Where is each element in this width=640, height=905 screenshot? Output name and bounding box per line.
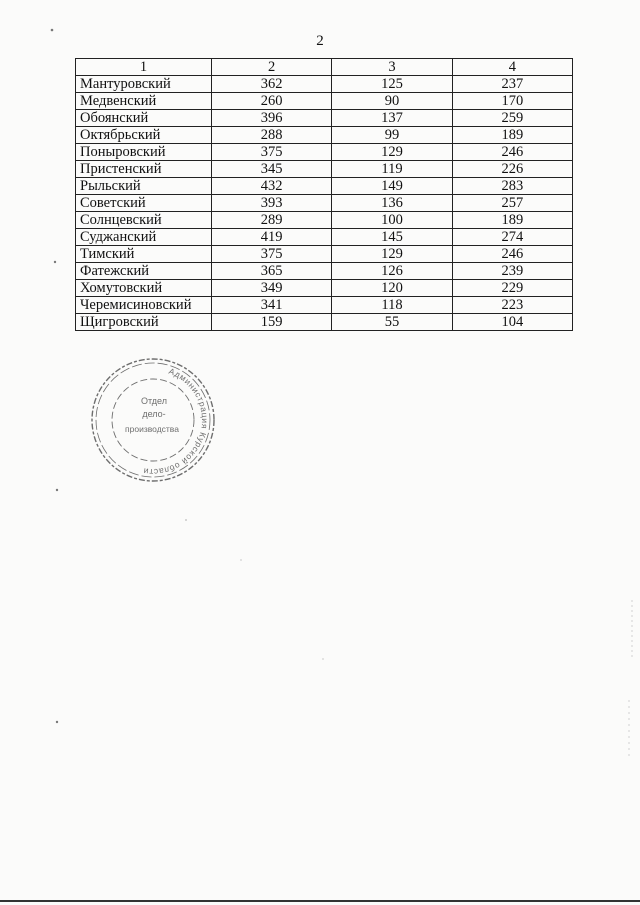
stamp-line-1: Отдел bbox=[140, 396, 168, 406]
value-cell: 129 bbox=[332, 246, 452, 263]
district-name-cell: Фатежский bbox=[76, 263, 212, 280]
page-number: 2 bbox=[316, 33, 324, 49]
value-cell: 55 bbox=[332, 314, 452, 331]
district-name-cell: Солнцевский bbox=[76, 212, 212, 229]
table-row bbox=[76, 263, 573, 280]
district-name-cell: Хомутовский bbox=[76, 280, 212, 297]
table-row bbox=[76, 93, 573, 110]
table-header-row bbox=[76, 59, 573, 76]
value-cell: 283 bbox=[452, 178, 572, 195]
value-cell: 136 bbox=[332, 195, 452, 212]
value-cell: 365 bbox=[212, 263, 332, 280]
district-name-cell: Черемисиновский bbox=[76, 297, 212, 314]
district-name-cell: Обоянский bbox=[76, 110, 212, 127]
value-cell: 229 bbox=[452, 280, 572, 297]
value-cell: 345 bbox=[212, 161, 332, 178]
value-cell: 126 bbox=[332, 263, 452, 280]
table-row bbox=[76, 144, 573, 161]
value-cell: 145 bbox=[332, 229, 452, 246]
value-cell: 100 bbox=[332, 212, 452, 229]
district-name-cell: Щигровский bbox=[76, 314, 212, 331]
value-cell: 119 bbox=[332, 161, 452, 178]
district-name-cell: Советский bbox=[76, 195, 212, 212]
table-row bbox=[76, 314, 573, 331]
value-cell: 375 bbox=[212, 246, 332, 263]
office-stamp bbox=[88, 355, 218, 485]
value-cell: 396 bbox=[212, 110, 332, 127]
value-cell: 189 bbox=[452, 127, 572, 144]
value-cell: 239 bbox=[452, 263, 572, 280]
value-cell: 125 bbox=[332, 76, 452, 93]
district-name-cell: Медвенский bbox=[76, 93, 212, 110]
table-row bbox=[76, 297, 573, 314]
district-name-cell: Тимский bbox=[76, 246, 212, 263]
value-cell: 149 bbox=[332, 178, 452, 195]
header-cell: 3 bbox=[332, 59, 452, 76]
value-cell: 362 bbox=[212, 76, 332, 93]
stamp-line-2: дело- bbox=[142, 409, 166, 419]
table-row bbox=[76, 127, 573, 144]
value-cell: 289 bbox=[212, 212, 332, 229]
value-cell: 170 bbox=[452, 93, 572, 110]
table-row bbox=[76, 246, 573, 263]
value-cell: 341 bbox=[212, 297, 332, 314]
value-cell: 120 bbox=[332, 280, 452, 297]
value-cell: 159 bbox=[212, 314, 332, 331]
header-cell: 2 bbox=[212, 59, 332, 76]
table-row bbox=[76, 161, 573, 178]
value-cell: 259 bbox=[452, 110, 572, 127]
district-name-cell: Октябрьский bbox=[76, 127, 212, 144]
value-cell: 137 bbox=[332, 110, 452, 127]
value-cell: 129 bbox=[332, 144, 452, 161]
table-row bbox=[76, 280, 573, 297]
district-table bbox=[75, 58, 573, 331]
value-cell: 393 bbox=[212, 195, 332, 212]
value-cell: 246 bbox=[452, 246, 572, 263]
header-cell: 4 bbox=[452, 59, 572, 76]
value-cell: 104 bbox=[452, 314, 572, 331]
value-cell: 257 bbox=[452, 195, 572, 212]
value-cell: 118 bbox=[332, 297, 452, 314]
table-body bbox=[76, 76, 573, 331]
district-name-cell: Рыльский bbox=[76, 178, 212, 195]
table-row bbox=[76, 178, 573, 195]
value-cell: 260 bbox=[212, 93, 332, 110]
district-name-cell: Мантуровский bbox=[76, 76, 212, 93]
district-name-cell: Поныровский bbox=[76, 144, 212, 161]
value-cell: 223 bbox=[452, 297, 572, 314]
table-row bbox=[76, 76, 573, 93]
table-row bbox=[76, 212, 573, 229]
value-cell: 237 bbox=[452, 76, 572, 93]
stamp-line-3: производства bbox=[125, 424, 179, 434]
value-cell: 99 bbox=[332, 127, 452, 144]
district-name-cell: Пристенский bbox=[76, 161, 212, 178]
value-cell: 90 bbox=[332, 93, 452, 110]
value-cell: 349 bbox=[212, 280, 332, 297]
value-cell: 274 bbox=[452, 229, 572, 246]
stamp-ring-text: Администрация Курской области bbox=[142, 365, 211, 478]
district-name-cell: Суджанский bbox=[76, 229, 212, 246]
header-cell: 1 bbox=[76, 59, 212, 76]
table-row bbox=[76, 195, 573, 212]
value-cell: 419 bbox=[212, 229, 332, 246]
value-cell: 432 bbox=[212, 178, 332, 195]
value-cell: 288 bbox=[212, 127, 332, 144]
table-row bbox=[76, 110, 573, 127]
value-cell: 226 bbox=[452, 161, 572, 178]
value-cell: 375 bbox=[212, 144, 332, 161]
value-cell: 189 bbox=[452, 212, 572, 229]
table-row bbox=[76, 229, 573, 246]
bottom-edge-rule bbox=[0, 900, 640, 902]
value-cell: 246 bbox=[452, 144, 572, 161]
